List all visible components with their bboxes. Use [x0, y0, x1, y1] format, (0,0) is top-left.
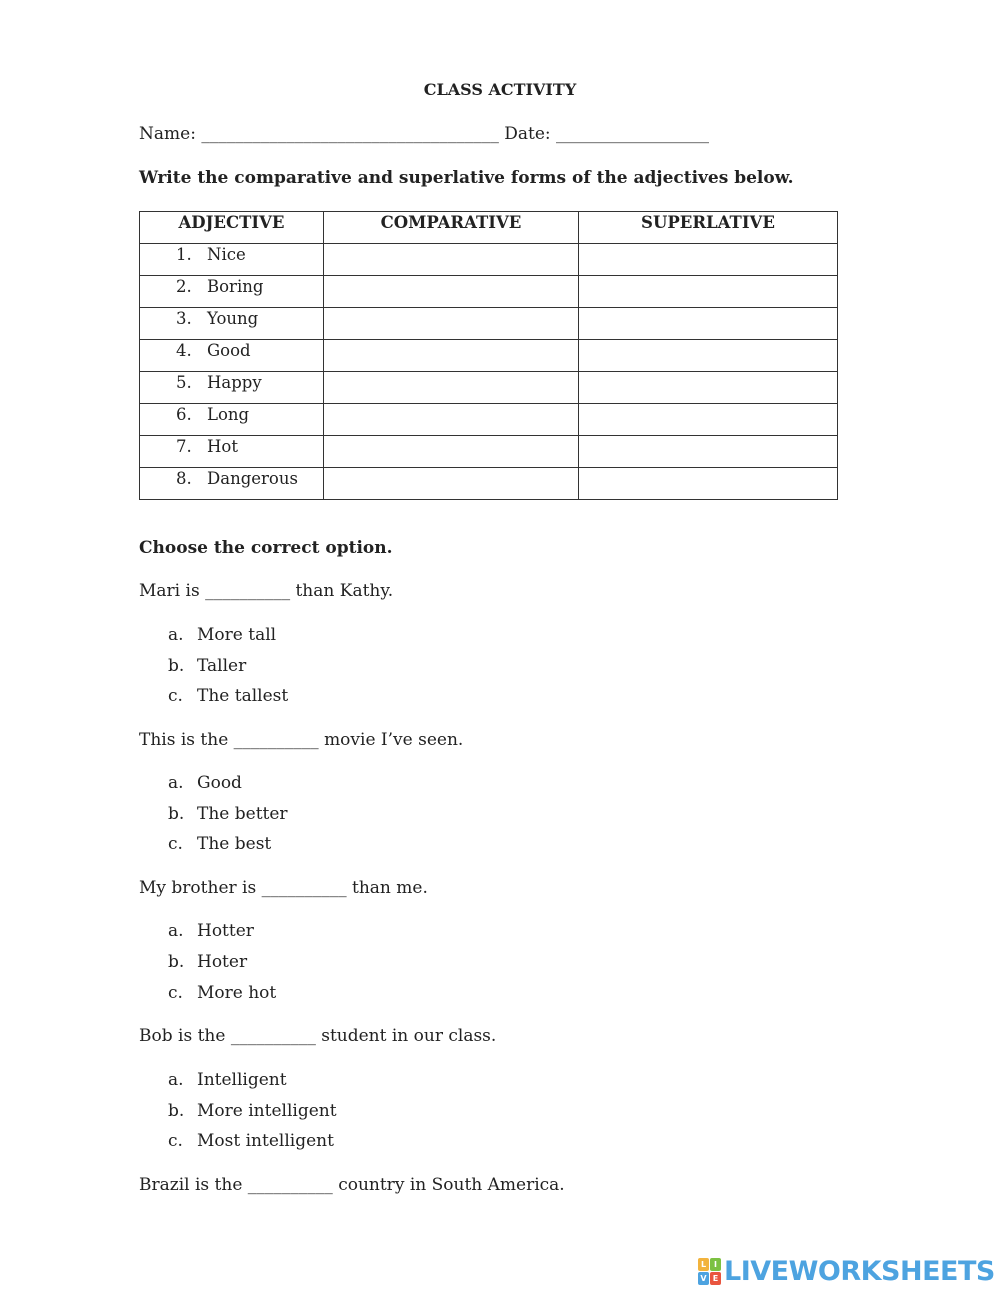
adjective-cell — [140, 372, 324, 404]
question-2: This is the __________ movie I’ve seen. — [139, 730, 464, 750]
adjective-text: Happy — [207, 373, 262, 392]
adjective-cell — [140, 468, 324, 500]
option-4b[interactable] — [168, 1101, 337, 1121]
option-text: Intelligent — [197, 1070, 287, 1090]
superlative-answer-cell[interactable] — [579, 308, 838, 340]
option-letter: c. — [168, 686, 183, 706]
option-letter: b. — [168, 1101, 185, 1121]
option-letter: c. — [168, 834, 183, 854]
adjective-cell — [140, 308, 324, 340]
table-row — [140, 436, 838, 468]
logo-block: V — [698, 1272, 709, 1285]
adjective-text: Dangerous — [207, 469, 298, 488]
option-text: Hoter — [197, 952, 248, 972]
column-header-superlative: SUPERLATIVE — [579, 212, 838, 244]
option-letter: b. — [168, 656, 185, 676]
question-3: My brother is __________ than me. — [139, 878, 428, 898]
table-header-row — [140, 212, 838, 244]
option-1a[interactable] — [168, 625, 276, 645]
comparative-answer-cell[interactable] — [324, 308, 579, 340]
adjective-cell — [140, 436, 324, 468]
row-number: 6. — [176, 405, 192, 424]
superlative-answer-cell[interactable] — [579, 404, 838, 436]
comparative-answer-cell[interactable] — [324, 372, 579, 404]
logo-block: L — [698, 1258, 709, 1271]
question-5: Brazil is the __________ country in South America. — [139, 1175, 565, 1195]
option-letter: b. — [168, 804, 185, 824]
row-number: 2. — [176, 277, 192, 296]
table-instruction: Write the comparative and superlative forms of the adjectives below. — [139, 168, 794, 188]
adjective-text: Long — [207, 405, 250, 424]
option-1c[interactable] — [168, 686, 288, 706]
adjective-table — [139, 211, 838, 500]
superlative-answer-cell[interactable] — [579, 436, 838, 468]
adjective-text: Good — [207, 341, 251, 360]
row-number: 3. — [176, 309, 192, 328]
row-number: 4. — [176, 341, 192, 360]
question-4: Bob is the __________ student in our class. — [139, 1026, 497, 1046]
superlative-answer-cell[interactable] — [579, 276, 838, 308]
table-row — [140, 276, 838, 308]
adjective-cell — [140, 404, 324, 436]
row-number: 7. — [176, 437, 192, 456]
superlative-answer-cell[interactable] — [579, 468, 838, 500]
option-2b[interactable] — [168, 804, 288, 824]
adjective-text: Boring — [207, 277, 264, 296]
table-row — [140, 404, 838, 436]
superlative-answer-cell[interactable] — [579, 244, 838, 276]
option-1b[interactable] — [168, 656, 246, 676]
column-header-adjective: ADJECTIVE — [140, 212, 324, 244]
comparative-answer-cell[interactable] — [324, 436, 579, 468]
table-row — [140, 468, 838, 500]
option-text: Good — [197, 773, 242, 793]
comparative-answer-cell[interactable] — [324, 468, 579, 500]
row-number: 5. — [176, 373, 192, 392]
option-letter: c. — [168, 983, 183, 1003]
table-row — [140, 244, 838, 276]
table-row — [140, 372, 838, 404]
option-text: More hot — [197, 983, 277, 1003]
option-text: Hotter — [197, 921, 254, 941]
worksheet-title: CLASS ACTIVITY — [423, 80, 577, 99]
adjective-cell — [140, 340, 324, 372]
comparative-answer-cell[interactable] — [324, 340, 579, 372]
comparative-answer-cell[interactable] — [324, 404, 579, 436]
superlative-answer-cell[interactable] — [579, 372, 838, 404]
adjective-cell — [140, 244, 324, 276]
adjective-text: Nice — [207, 245, 246, 264]
option-4c[interactable] — [168, 1131, 334, 1151]
adjective-text: Hot — [207, 437, 238, 456]
option-text: More intelligent — [197, 1101, 337, 1121]
option-letter: a. — [168, 1070, 184, 1090]
row-number: 1. — [176, 245, 192, 264]
logo-block: I — [710, 1258, 721, 1271]
option-text: The tallest — [197, 686, 289, 706]
option-text: Most intelligent — [197, 1131, 334, 1151]
choose-instruction: Choose the correct option. — [139, 538, 393, 558]
option-text: The better — [197, 804, 288, 824]
option-letter: c. — [168, 1131, 183, 1151]
logo-text: LIVEWORKSHEETS — [724, 1255, 995, 1287]
option-text: The best — [197, 834, 272, 854]
liveworksheets-logo — [698, 1256, 995, 1286]
row-number: 8. — [176, 469, 192, 488]
option-text: More tall — [197, 625, 277, 645]
adjective-cell — [140, 276, 324, 308]
option-2c[interactable] — [168, 834, 271, 854]
logo-blocks-icon — [698, 1258, 721, 1285]
column-header-comparative: COMPARATIVE — [324, 212, 579, 244]
option-letter: a. — [168, 921, 184, 941]
option-3a[interactable] — [168, 921, 254, 941]
comparative-answer-cell[interactable] — [324, 276, 579, 308]
comparative-answer-cell[interactable] — [324, 244, 579, 276]
adjective-text: Young — [207, 309, 259, 328]
option-text: Taller — [197, 656, 247, 676]
option-letter: a. — [168, 625, 184, 645]
logo-block: E — [710, 1272, 721, 1285]
option-4a[interactable] — [168, 1070, 287, 1090]
option-2a[interactable] — [168, 773, 242, 793]
name-date-line[interactable]: Name: ___________________________________ Date: __________________ — [139, 124, 710, 144]
question-1: Mari is __________ than Kathy. — [139, 581, 394, 601]
option-3b[interactable] — [168, 952, 247, 972]
table-row — [140, 340, 838, 372]
table-row — [140, 308, 838, 340]
option-letter: b. — [168, 952, 185, 972]
option-3c[interactable] — [168, 983, 276, 1003]
option-letter: a. — [168, 773, 184, 793]
superlative-answer-cell[interactable] — [579, 340, 838, 372]
